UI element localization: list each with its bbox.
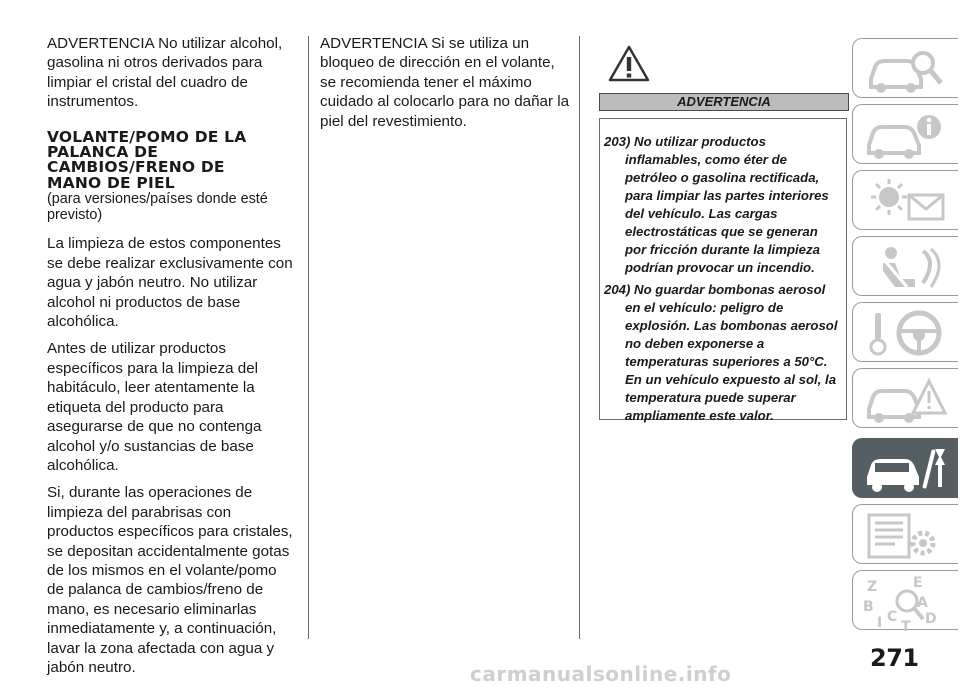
- section-subnote: (para versiones/países donde esté previsto): [47, 191, 268, 223]
- car-maintenance-icon: [861, 443, 951, 495]
- car-breakdown-icon: [861, 373, 951, 425]
- steering-wheel-key-icon: [861, 307, 951, 359]
- tab-car-information[interactable]: [852, 104, 958, 164]
- seat-airbag-icon: [861, 241, 951, 293]
- text-column-left: [47, 34, 297, 685]
- technical-data-icon: [861, 509, 951, 561]
- paragraph-windscreen: Si, durante las operaciones de limpieza del parabrisas con productos específicos para cristales, se depositan accidentalmente gotas de los mismos en el volante/pomo de palanca de cambios/freno de mano, es necesario eliminarlas inmediatamente y, a continuación, lavar la zona afectada con agua y jabón neutro.: [47, 484, 293, 676]
- warning-triangle-icon: [607, 44, 651, 84]
- section-heading-line: MANO DE PIEL: [47, 173, 175, 192]
- tab-starting-driving[interactable]: [852, 302, 958, 362]
- tab-index[interactable]: [852, 570, 958, 630]
- tab-servicing-care[interactable]: [852, 438, 958, 498]
- page-number: 271: [870, 644, 919, 672]
- text-column-middle: [320, 34, 572, 139]
- index-letter: E: [913, 575, 923, 591]
- index-letter: I: [877, 615, 883, 631]
- alphabetical-index-icon: [861, 575, 951, 631]
- tab-technical-data[interactable]: [852, 504, 958, 564]
- paragraph-alcohol-warning: ADVERTENCIA No utilizar alcohol, gasolina ni otros derivados para limpiar el cristal del cuadro de instrumentos.: [47, 35, 283, 111]
- tab-getting-to-know-car[interactable]: [852, 38, 958, 98]
- tab-warning-lights[interactable]: [852, 170, 958, 230]
- tab-emergency[interactable]: [852, 368, 958, 428]
- index-letter: D: [925, 611, 937, 627]
- index-letter: Z: [867, 579, 878, 595]
- paragraph-products: Antes de utilizar productos específicos para la limpieza del habitáculo, leer atentamente la etiqueta del producto para asegurarse de que no contenga alcohol y/o sustancias de base alcohólica.: [47, 340, 262, 474]
- tab-safety[interactable]: [852, 236, 958, 296]
- paragraph-steering-lock: ADVERTENCIA Si se utiliza un bloqueo de dirección en el volante, se recomienda tener el máximo cuidado al colocarlo para no dañar la piel del revestimiento.: [320, 35, 570, 130]
- paragraph-cleaning: La limpieza de estos componentes se debe realizar exclusivamente con agua y jabón neutro. No utilizar alcohol ni productos de base alcohólica.: [47, 235, 293, 331]
- watermark: carmanualsonline.info: [470, 662, 732, 686]
- warning-banner: ADVERTENCIA: [599, 93, 849, 111]
- index-letter: A: [917, 595, 928, 611]
- car-search-icon: [861, 43, 951, 95]
- section-heading-line: VOLANTE/POMO DE LA: [47, 127, 247, 146]
- index-letter: B: [863, 599, 874, 615]
- column-divider: [579, 36, 580, 639]
- index-letter: C: [887, 609, 898, 625]
- section-heading-line: PALANCA DE: [47, 143, 158, 162]
- index-letter: T: [901, 619, 911, 631]
- warning-item: 203) No utilizar productos inflamables, como éter de petróleo o gasolina rectificada, para limpiar las partes interiores del vehículo. Las cargas electrostáticas que se generan por fricción durante la limpieza podrían provocar un incendio.: [604, 134, 829, 275]
- section-heading-line: CAMBIOS/FRENO DE: [47, 158, 225, 177]
- column-divider: [308, 36, 309, 639]
- section-heading: [47, 127, 297, 192]
- warning-lights-icon: [861, 175, 951, 227]
- warning-item: 204) No guardar bombonas aerosol en el vehículo: peligro de explosión. Las bombonas aerosol no deben exponerse a temperaturas superiores a 50°C. En un vehículo expuesto al sol, la temperatura puede superar ampliamente este valor.: [604, 282, 838, 423]
- warning-box: [599, 118, 847, 423]
- car-info-icon: [861, 109, 951, 161]
